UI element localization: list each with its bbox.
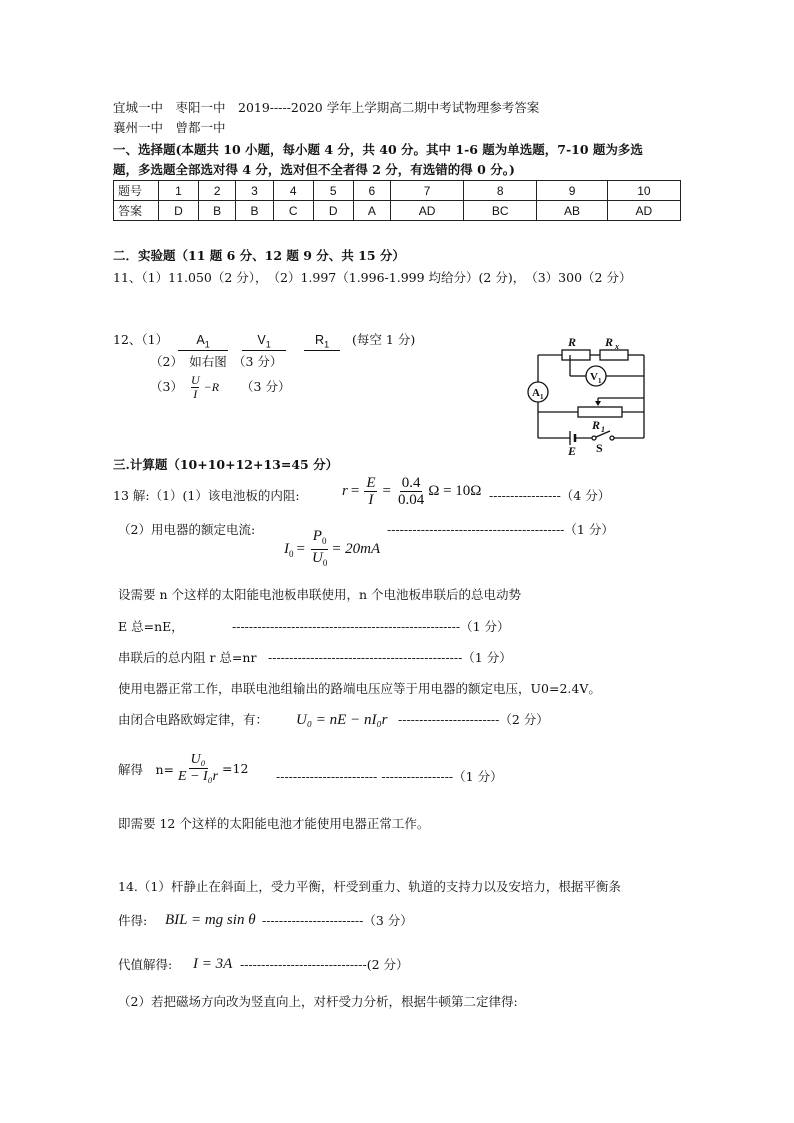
table-cell: B bbox=[199, 201, 236, 221]
table-cell: AD bbox=[391, 201, 464, 221]
table-cell: 10 bbox=[607, 181, 680, 201]
section3-title: 三.计算题（10+10+12+13=45 分） bbox=[113, 457, 339, 472]
label-a1: A bbox=[532, 387, 540, 399]
label-e: E bbox=[568, 444, 577, 458]
table-cell: C bbox=[273, 201, 313, 221]
header-line-2: 襄州一中 曾都一中 bbox=[113, 120, 226, 135]
q13-part2: （2）用电器的额定电流: bbox=[118, 522, 256, 537]
section2-title: 二．实验题（11 题 6 分、12 题 9 分、共 15 分） bbox=[113, 248, 405, 263]
table-row-answers bbox=[114, 201, 681, 221]
label-r1-sub: 1 bbox=[601, 425, 605, 434]
label-r1: R bbox=[592, 418, 601, 432]
q14-para-2-points: ------------------------（3 分） bbox=[262, 913, 413, 928]
table-cell: 2 bbox=[199, 181, 236, 201]
n-fraction: $\frac{\text{U₀}}{\text{E − I₀r}}$ bbox=[178, 752, 219, 784]
label-a1-sub: 1 bbox=[540, 393, 544, 401]
q14-balance-equation: BIL = mg sin θ bbox=[165, 912, 256, 928]
q12-line-1 bbox=[113, 330, 415, 351]
q12-points: (每空 1 分) bbox=[352, 332, 416, 347]
q12-3-label: （3） bbox=[150, 379, 183, 394]
p0-over-u0-fraction: $\frac{P_0}{U_0}$ bbox=[311, 528, 328, 568]
label-v1-sub: 1 bbox=[598, 377, 602, 385]
rheostat-slider-arrow bbox=[595, 401, 601, 406]
q13-para-4: E 总=nE， bbox=[118, 619, 184, 634]
q13-para-7: 由闭合电路欧姆定律，有： bbox=[118, 712, 269, 727]
u-over-i-fraction: $\frac{U}{I}$ bbox=[190, 373, 200, 401]
table-cell: B bbox=[236, 201, 273, 221]
value-fraction: $\frac{0.4}{0.04}$ bbox=[397, 475, 425, 508]
q12-3-points: （3 分） bbox=[241, 379, 291, 394]
label-r: R bbox=[568, 335, 577, 349]
e-over-i-fraction: $\frac{E}{I}$ bbox=[366, 475, 376, 508]
q12-answer-r1: $R_1$ bbox=[304, 333, 340, 351]
q13-para-3: 设需要 n 个这样的太阳能电池板串联使用，n 个电池板串联后的总电动势 bbox=[118, 587, 522, 602]
q13-para-6: 使用电器正常工作，串联电池组输出的路端电压应等于用电器的额定电压，U0=2.4V。 bbox=[118, 681, 601, 696]
q13-para-8-points: ------------------------ -----------------（1 分） bbox=[276, 769, 503, 784]
q13-current-formula: $I_0$ = $\frac{P_0}{U_0}$ = 20mA bbox=[284, 528, 380, 571]
q12-answer-v1: $V_1$ bbox=[242, 333, 286, 351]
table-cell: 4 bbox=[273, 181, 313, 201]
q13-para-4-points: ------------------------------------------------------（1 分） bbox=[232, 619, 510, 634]
q14-para-4: （2）若把磁场方向改为竖直向上，对杆受力分析，根据牛顿第二定律得: bbox=[118, 994, 518, 1009]
table-cell: AB bbox=[537, 201, 607, 221]
circuit-diagram bbox=[520, 330, 660, 460]
q13-resistance-formula: r = $\frac{E}{I}$ = $\frac{0.4}{0.04}$ Ω = 10Ω bbox=[342, 475, 482, 508]
q11-answer: 11、（1）11.050（2 分）， （2）1.997（1.996-1.999 均给分）(2 分)， （3）300（2 分） bbox=[113, 270, 632, 285]
header-line-1: 宜城一中 枣阳一中 2019-----2020 学年上学期高二期中考试物理参考答案 bbox=[113, 100, 540, 115]
label-v1: V bbox=[590, 371, 598, 383]
table-cell: 9 bbox=[537, 181, 607, 201]
table-cell: 3 bbox=[236, 181, 273, 201]
q13-para-5: 串联后的总内阻 r 总=nr bbox=[118, 650, 257, 665]
resistor-rx bbox=[600, 350, 628, 360]
table-label-number: 题号 bbox=[114, 181, 159, 201]
q12-line-3 bbox=[150, 374, 290, 401]
table-label-answer: 答案 bbox=[114, 201, 159, 221]
resistor-r bbox=[562, 350, 590, 360]
table-cell: D bbox=[313, 201, 353, 221]
q14-para-2: 件得: bbox=[118, 913, 148, 928]
table-cell: 1 bbox=[159, 181, 199, 201]
q12-answer-a1: $A_1$ bbox=[178, 333, 228, 351]
q13-intro: 13 解:（1）(1）该电池板的内阻: bbox=[113, 488, 300, 503]
q14-para-1: 14.（1）杆静止在斜面上，受力平衡，杆受到重力、轨道的支持力以及安培力，根据平衡条 bbox=[118, 879, 621, 894]
answer-table bbox=[113, 180, 681, 221]
table-cell: A bbox=[353, 201, 390, 221]
q13-para-5-points: ----------------------------------------------（1 分） bbox=[268, 650, 512, 665]
q13-points-2: ------------------------------------------（1 分） bbox=[387, 522, 614, 537]
q13-para-7-points: ------------------------（2 分） bbox=[398, 712, 549, 727]
table-row-numbers bbox=[114, 181, 681, 201]
q13-ohm-equation: U₀ = nE − nI₀r bbox=[296, 712, 388, 728]
q13-solve-line: 解得 n= $\frac{\text{U₀}}{\text{E − I₀r}}$ =12 bbox=[118, 752, 249, 784]
q12-number: 12、（1） bbox=[113, 332, 169, 347]
table-cell: 7 bbox=[391, 181, 464, 201]
q12-line-2: （2） 如右图 （3 分） bbox=[150, 354, 283, 369]
section1-title: 一、选择题(本题共 10 小题，每小题 4 分，共 40 分。其中 1-6 题为单选题，7-10 题为多选 bbox=[113, 142, 643, 157]
q14-current-value: I = 3A bbox=[193, 956, 233, 972]
section1-title-2: 题，多选题全部选对得 4 分，选对但不全者得 2 分，有选错的得 0 分。) bbox=[113, 162, 515, 177]
label-rx-sub: x bbox=[615, 342, 619, 351]
q14-para-3-points: ------------------------------(2 分） bbox=[240, 957, 409, 972]
label-s: S bbox=[596, 441, 603, 455]
table-cell: BC bbox=[464, 201, 537, 221]
table-cell: 5 bbox=[313, 181, 353, 201]
table-cell: 8 bbox=[464, 181, 537, 201]
minus-r: −R bbox=[203, 380, 220, 394]
table-cell: D bbox=[159, 201, 199, 221]
table-cell: 6 bbox=[353, 181, 390, 201]
table-cell: AD bbox=[607, 201, 680, 221]
q13-points-1: -----------------（4 分） bbox=[489, 488, 611, 503]
q14-para-3: 代值解得: bbox=[118, 957, 173, 972]
label-rx: R bbox=[605, 335, 614, 349]
q13-conclusion: 即需要 12 个这样的太阳能电池才能使用电器正常工作。 bbox=[118, 816, 430, 831]
